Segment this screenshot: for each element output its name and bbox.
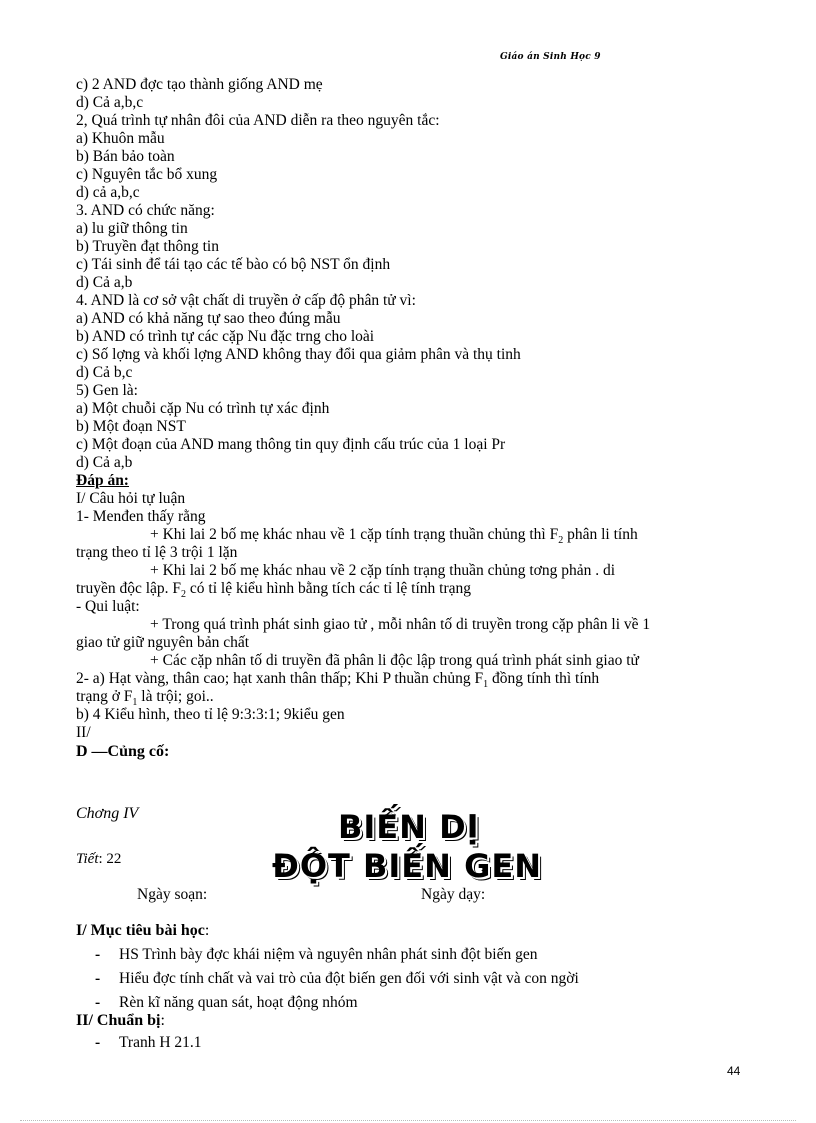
consolidate-heading: D —Củng cố: xyxy=(76,743,170,760)
objectives-heading: I/ Mục tiêu bài học: xyxy=(76,922,210,939)
text-line: c) Nguyên tắc bổ xung xyxy=(76,166,218,183)
text-line: 2, Quá trình tự nhân đôi của AND diễn ra theo nguyên tắc: xyxy=(76,112,440,129)
text-line: b) Một đoạn NST xyxy=(76,418,186,435)
text-line: a) Khuôn mẫu xyxy=(76,130,165,147)
chapter-title: BIẾN DỊ xyxy=(338,808,480,846)
text-line: 5) Gen là: xyxy=(76,382,138,399)
text-line: 4. AND là cơ sở vật chất di truyền ở cấp độ phân tử vì: xyxy=(76,292,416,309)
text-line: c) 2 AND đợc tạo thành giống AND mẹ xyxy=(76,76,323,93)
answer-line: + Khi lai 2 bố mẹ khác nhau về 1 cặp tính trạng thuần chủng thì $F_2$ phân li tính xyxy=(150,526,638,547)
text-line: c) Một đoạn của AND mang thông tin quy định cấu trúc của 1 loại Pr xyxy=(76,436,506,453)
prep-date-label: Ngày soạn: xyxy=(137,886,208,903)
text-line: 3. AND có chức năng: xyxy=(76,202,215,219)
text-line: a) Một chuỗi cặp Nu có trình tự xác định xyxy=(76,400,330,417)
text-line: d) Cả a,b xyxy=(76,454,133,471)
list-item: - HS Trình bày đợc khái niệm và nguyên nhân phát sinh đột biến gen xyxy=(95,946,538,963)
answer-heading: Đáp án: xyxy=(76,472,129,489)
prep-heading: II/ Chuẩn bị: xyxy=(76,1012,165,1029)
answer-line: 1- Menđen thấy rằng xyxy=(76,508,206,525)
answer-line: truyền độc lập. $F_2$ có tỉ lệ kiểu hình bằng tích các tỉ lệ tính trạng xyxy=(76,580,471,601)
answer-line: b) 4 Kiểu hình, theo tỉ lệ 9:3:3:1; 9kiểu gen xyxy=(76,706,345,723)
lesson-number: Tiết: 22 xyxy=(76,851,122,867)
text-line: c) Số lợng và khối lợng AND không thay đổi qua giảm phân và thụ tinh xyxy=(76,346,521,363)
page-number: 44 xyxy=(727,1064,741,1078)
text-line: a) lu giữ thông tin xyxy=(76,220,188,237)
teach-date-label: Ngày dạy: xyxy=(421,886,486,903)
text-line: d) Cả a,b xyxy=(76,274,133,291)
text-line: d) cả a,b,c xyxy=(76,184,140,201)
text-line: b) AND có trình tự các cặp Nu đặc trng cho loài xyxy=(76,328,375,345)
lesson-title: ĐỘT BIẾN GEN xyxy=(272,847,542,885)
answer-line: trạng ở $F_1$ là trội; goi.. xyxy=(76,688,214,709)
list-item: - Hiểu đợc tính chất và vai trò của đột biến gen đối với sinh vật và con ngời xyxy=(95,970,579,987)
chapter-label: Chơng IV xyxy=(76,805,139,822)
page-header: Giáo án Sinh Học 9 xyxy=(500,52,601,62)
answer-part-1: I/ Câu hỏi tự luận xyxy=(76,490,186,507)
text-line: b) Bán bảo toàn xyxy=(76,148,175,165)
list-item: - Tranh H 21.1 xyxy=(95,1034,202,1051)
answer-line: 2- a) Hạt vàng, thân cao; hạt xanh thân thấp; Khi P thuần chủng $F_1$ đồng tính thì tính xyxy=(76,670,600,691)
text-line: a) AND có khả năng tự sao theo đúng mẫu xyxy=(76,310,341,327)
answer-line: giao tử giữ nguyên bản chất xyxy=(76,634,250,651)
list-item: - Rèn kĩ năng quan sát, hoạt động nhóm xyxy=(95,994,358,1011)
answer-line: + Khi lai 2 bố mẹ khác nhau về 2 cặp tính trạng thuần chủng tơng phản . di xyxy=(150,562,616,579)
text-line: b) Truyền đạt thông tin xyxy=(76,238,219,255)
answer-line: - Qui luật: xyxy=(76,598,140,615)
answer-line: trạng theo tỉ lệ 3 trội 1 lặn xyxy=(76,544,238,561)
answer-line: II/ xyxy=(76,724,91,741)
text-line: c) Tái sinh để tái tạo các tế bào có bộ NST ổn định xyxy=(76,256,391,273)
answer-line: + Các cặp nhân tố di truyền đã phân li độc lập trong quá trình phát sinh giao tử xyxy=(150,652,639,669)
answer-line: + Trong quá trình phát sinh giao tử , mỗi nhân tố di truyền trong cặp phân li về 1 xyxy=(150,616,651,633)
text-line: d) Cả b,c xyxy=(76,364,133,381)
text-line: d) Cả a,b,c xyxy=(76,94,144,111)
page-footer-divider xyxy=(20,1120,796,1121)
